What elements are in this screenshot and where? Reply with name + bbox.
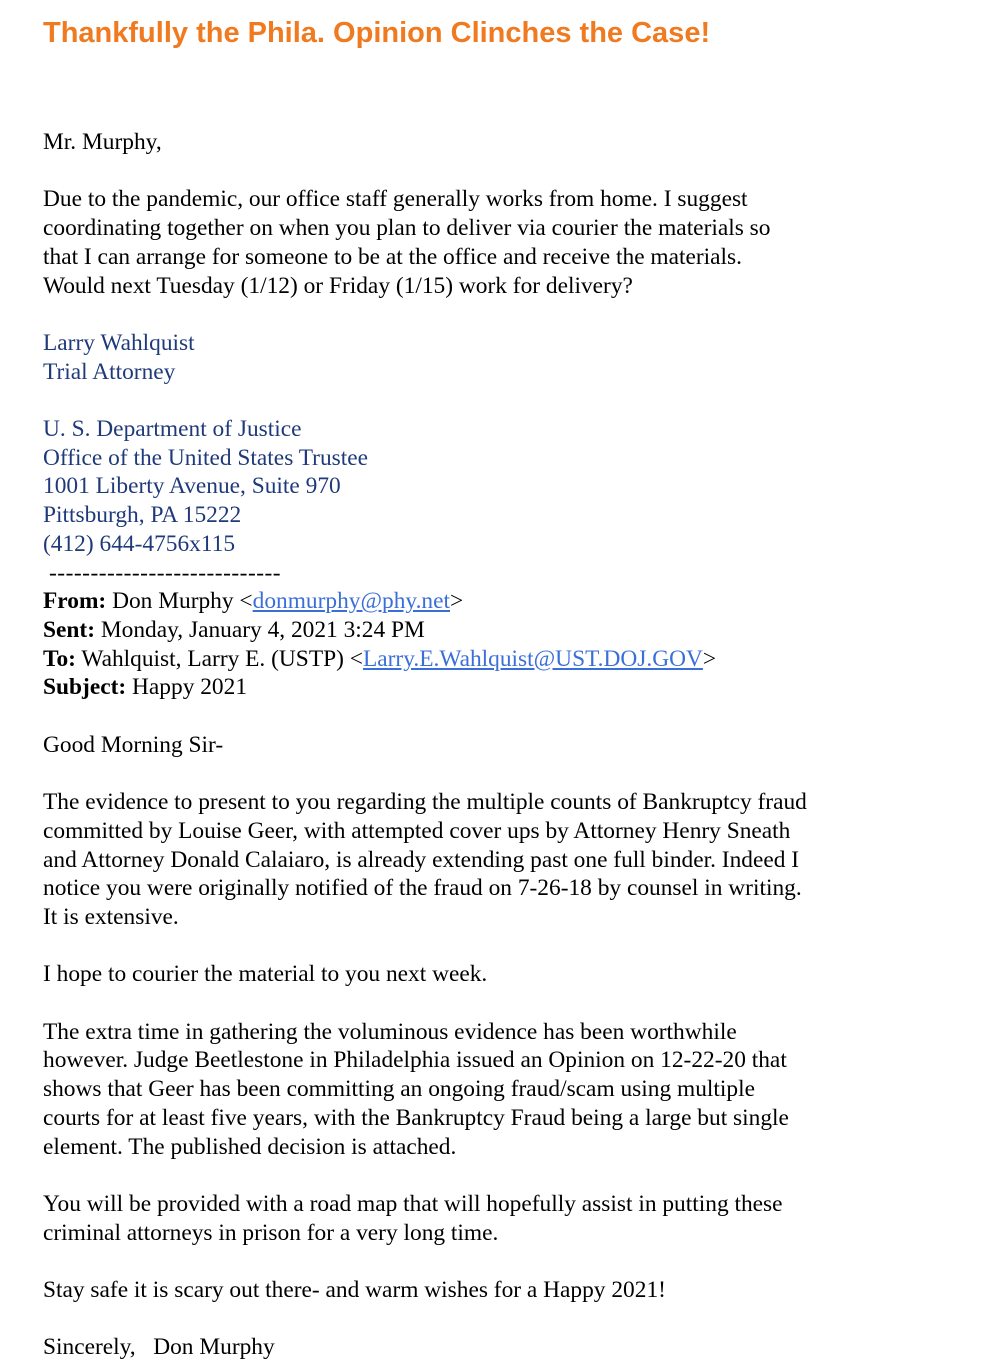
greeting-line: Mr. Murphy, xyxy=(43,129,162,155)
signature-street: 1001 Liberty Avenue, Suite 970 xyxy=(43,473,341,500)
from-email-link[interactable]: donmurphy@phy.net xyxy=(252,588,451,615)
message-line: shows that Geer has been committing an ongoing fraud/scam using multiple xyxy=(43,1076,755,1103)
from-label: From: xyxy=(43,588,107,615)
subject-value: Happy 2021 xyxy=(132,674,248,701)
message-paragraph-1 xyxy=(43,788,973,932)
email-body xyxy=(43,128,973,1362)
subject-row xyxy=(43,673,973,702)
from-row xyxy=(43,587,973,616)
message-line: The extra time in gathering the voluminous evidence has been worthwhile xyxy=(43,1018,737,1045)
to-name: Wahlquist, Larry E. (USTP) < xyxy=(81,645,363,672)
message-line: You will be provided with a road map that will hopefully assist in putting these xyxy=(43,1190,783,1217)
original-header xyxy=(43,587,973,702)
signature-city: Pittsburgh, PA 15222 xyxy=(43,502,242,529)
reply-paragraph xyxy=(43,185,973,300)
signature-title: Trial Attorney xyxy=(43,358,176,385)
message-paragraph-3 xyxy=(43,1018,973,1162)
message-line: however. Judge Beetlestone in Philadelphia issued an Opinion on 12-22-20 that xyxy=(43,1047,787,1074)
message-line: It is extensive. xyxy=(43,903,179,930)
reply-line: Due to the pandemic, our office staff generally works from home. I suggest xyxy=(43,186,748,213)
to-email-link[interactable]: Larry.E.Wahlquist@UST.DOJ.GOV xyxy=(362,645,703,672)
signature-department: U. S. Department of Justice xyxy=(43,415,302,442)
message-line: The evidence to present to you regarding the multiple counts of Bankruptcy fraud xyxy=(43,789,807,816)
reply-line: that I can arrange for someone to be at the office and receive the materials. xyxy=(43,243,743,270)
signature-phone: (412) 644-4756x115 xyxy=(43,530,236,557)
message-paragraph-4 xyxy=(43,1190,973,1247)
message-line: element. The published decision is attached. xyxy=(43,1133,457,1160)
sent-value: Monday, January 4, 2021 3:24 PM xyxy=(100,616,425,643)
greeting xyxy=(43,128,973,157)
message-line: notice you were originally notified of the fraud on 7-26-18 by counsel in writing. xyxy=(43,875,802,902)
closing xyxy=(43,1333,973,1362)
from-close: > xyxy=(450,588,464,615)
subject-label: Subject: xyxy=(43,674,127,701)
message-paragraph-5 xyxy=(43,1276,973,1305)
sent-label: Sent: xyxy=(43,616,95,643)
message-line: and Attorney Donald Calaiaro, is already extending past one full binder. Indeed I xyxy=(43,846,800,873)
salutation-line: Good Morning Sir- xyxy=(43,731,224,758)
to-close: > xyxy=(702,645,717,672)
from-name: Don Murphy < xyxy=(112,588,253,615)
signature-name-block xyxy=(43,329,973,386)
headline: Thankfully the Phila. Opinion Clinches the Case! xyxy=(43,17,711,49)
signature-name: Larry Wahlquist xyxy=(43,329,195,356)
salutation xyxy=(43,731,973,760)
message-line: I hope to courier the material to you next week. xyxy=(43,961,488,988)
reply-line: coordinating together on when you plan to deliver via courier the materials so xyxy=(43,215,771,242)
message-line: committed by Louise Geer, with attempted cover ups by Attorney Henry Sneath xyxy=(43,817,791,844)
message-paragraph-2 xyxy=(43,960,973,989)
message-line: courts for at least five years, with the Bankruptcy Fraud being a large but single xyxy=(43,1104,789,1131)
sent-row xyxy=(43,616,973,645)
separator-line: ---------------------------- xyxy=(49,559,282,586)
to-label: To: xyxy=(43,645,76,672)
reply-line: Would next Tuesday (1/12) or Friday (1/15) work for delivery? xyxy=(43,272,633,299)
closing-line: Sincerely, Don Murphy xyxy=(43,1334,275,1361)
signature-office: Office of the United States Trustee xyxy=(43,444,369,471)
message-line: Stay safe it is scary out there- and warm wishes for a Happy 2021! xyxy=(43,1276,666,1303)
to-row xyxy=(43,645,973,674)
message-line: criminal attorneys in prison for a very long time. xyxy=(43,1219,499,1246)
signature-address-block xyxy=(43,415,973,559)
